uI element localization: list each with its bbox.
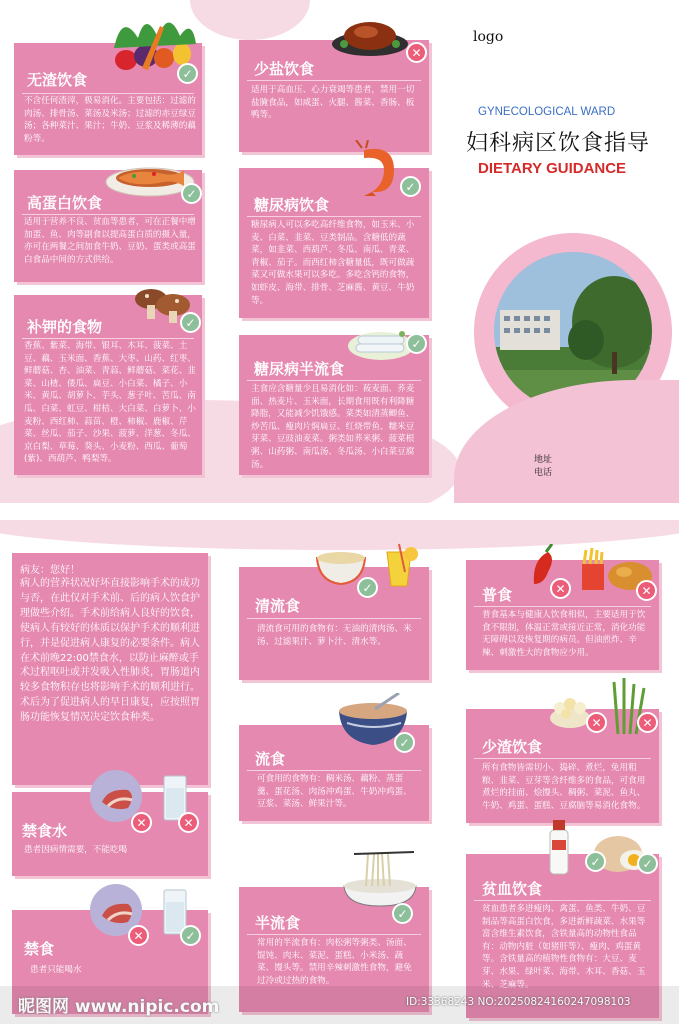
check-icon: ✓ xyxy=(177,63,198,84)
check-icon: ✓ xyxy=(180,925,201,946)
cross-icon: ✕ xyxy=(586,712,607,733)
divider xyxy=(22,93,194,94)
card-title: 病友：您好！ xyxy=(20,565,80,576)
noodles-icon xyxy=(340,850,420,908)
pink-wave-decoration xyxy=(190,0,310,40)
cross-icon: ✕ xyxy=(637,712,658,733)
card-title: 半流食 xyxy=(255,914,301,932)
card-greeting xyxy=(12,553,208,785)
divider xyxy=(474,758,651,759)
card-title: 高蛋白饮食 xyxy=(27,194,103,212)
card-body: 适用于营养不良、贫血等患者，可在正餐中增加蛋、鱼、肉等副食以提高蛋白质的摄入量，亦可在两餐之间加食牛奶、豆奶、蛋类或高蛋白食品中间的方式供给。 xyxy=(24,217,196,265)
card-body: 患者只能喝水 xyxy=(30,965,82,975)
check-icon: ✓ xyxy=(400,176,421,197)
check-icon: ✓ xyxy=(406,333,427,354)
check-icon: ✓ xyxy=(637,853,658,874)
card-body: 可食用的食物有：稠米汤、藕粉、蒸蛋羹、蛋花汤、肉汤冲鸡蛋、牛奶冲鸡蛋、豆浆、菜汤、鲜果汁等。 xyxy=(257,774,412,810)
card-body: 普食基本与健康人饮食相似，主要适用于饮食不限制，体温正常或接近正常，消化功能无障碍以及恢复期的病员。但油煎炸、辛辣、刺激性大的食物应少用。 xyxy=(482,610,646,658)
cross-icon: ✕ xyxy=(178,812,199,833)
card-body: 香蕉、紫菜、海带、银耳、木耳、菠菜、土豆、藕、玉米面、香蕉、大枣、山药、红枣、鲜蘑菇、杏、油菜、青蒜、鲜蘑菇、菜花、韭菜、山楂、倭瓜、扁豆、小白菜、橘子、小米、黄瓜、胡萝卜、芋头、葱子叶、苦瓜、南瓜、白菜、虹豆、柑桔、大白菜、白萝卜、小麦粉、西红柿、蒜苗、橙、柿椒、鹿椒、芹菜、丝瓜、茄子、沙果、菠萝、洋葱、冬瓜、京白梨、草莓、葵头、小麦粉、西瓜、葡萄(紫)、西葫芦、鸭梨等。 xyxy=(24,341,196,465)
ward-subtitle: GYNECOLOGICAL WARD xyxy=(478,106,616,118)
divider xyxy=(247,80,421,81)
check-icon: ✓ xyxy=(180,312,201,333)
card-title: 禁食水 xyxy=(22,822,68,840)
card-title: 禁食 xyxy=(24,940,55,958)
check-icon: ✓ xyxy=(392,903,413,924)
cross-icon: ✕ xyxy=(406,42,427,63)
card-body: 贫血患者多进瘦肉、禽蛋、鱼类、牛奶、豆制品等高蛋白饮食，多进新鲜蔬菜、水果等富含维生素饮食，含铁量高的动物性食品有：动物内脏（如猪肝等）、瘦肉、鸡蛋黄等。含铁量高的植物性食物有：大豆、麦芽、水果、绿叶菜、海带、木耳、香菇、玉米、芝麻等。 xyxy=(482,904,646,990)
cross-icon: ✕ xyxy=(636,580,657,601)
cross-icon: ✕ xyxy=(128,925,149,946)
card-title: 补钾的食物 xyxy=(27,318,103,336)
pink-arc-decoration xyxy=(454,380,679,503)
brochure-outer-side xyxy=(0,0,679,503)
card-title: 少盐饮食 xyxy=(254,60,315,78)
divider xyxy=(22,338,194,339)
roast-duck-icon xyxy=(330,14,410,58)
divider xyxy=(247,934,421,935)
check-icon: ✓ xyxy=(181,183,202,204)
divider xyxy=(247,380,421,381)
watermark-id: ID:33368243 NO:20250824160247098103 xyxy=(406,996,631,1008)
watermark-site: 昵图网 www.nipic.com xyxy=(18,997,220,1017)
card-body: 主食应含糖量少且易消化如：莜麦面、荞麦面、热麦片、玉米面，长期食用既有利降糖降脂，又能减少饥饿感。菜类如清蒸鲫鱼、炒苦瓜、瘦肉片焖扁豆、红烧带鱼、糯米豆芽菜、豆豉油麦菜。粥类如荞米粥、菠菜根粥、山药粥、南瓜汤、冬瓜汤、小白菜豆腐汤。 xyxy=(251,384,415,470)
divider xyxy=(474,900,651,901)
divider xyxy=(247,216,421,217)
card-title: 贫血饮食 xyxy=(482,880,543,898)
card-title: 糖尿病饮食 xyxy=(254,196,330,214)
divider xyxy=(22,214,194,215)
divider xyxy=(474,606,651,607)
divider xyxy=(247,770,421,771)
divider xyxy=(247,618,421,619)
shrimp-icon xyxy=(354,140,402,198)
card-title: 无渣饮食 xyxy=(27,71,88,89)
card-body: 清流食可用的食物有：无油的清肉汤、米汤、过滤果汁、萝卜汁、清水等。 xyxy=(257,624,412,647)
card-body: 常用的半流食有：肉松粥等粥类、汤面、馄饨、肉末、菜泥、蛋糕、小米汤、蔬菜、馒头等。禁用辛辣刺激性食物，避免过冷或过热的食物。 xyxy=(257,938,412,986)
card-title: 少渣饮食 xyxy=(482,738,543,756)
page-title: 妇科病区饮食指导 xyxy=(466,131,651,156)
logo: logo xyxy=(473,29,504,45)
card-body: 病人的营养状况好坏直接影响手术的成功与否，在此仅对手术前、后的病人饮食护理做些介绍。手术前给病人良好的饮食，使病人有较好的体质以保护手术的顺利进行，并是促进病人康复的必要条件。病人在术前晚22:00禁食水，以防止麻醉或手术过程呕吐或并发吸入性肺炎，胃肠道内较多食物积存也将影响手术的顺利进行。术后为了促进病人的早日康复，应按照胃肠功能恢复情况决定饮食种类。 xyxy=(20,578,200,724)
check-icon: ✓ xyxy=(394,732,415,753)
card-body: 所有食物皆需切小、捣碎、煮烂，免用粗粮、韭菜、豆芽等含纤维多的食品，可食用煮烂的挂面、烩馒头、稠粥、菜泥、鱼丸、牛奶、鸡蛋、蛋糕、豆腐脑等易消化食物。 xyxy=(482,763,646,811)
cross-icon: ✕ xyxy=(550,578,571,599)
card-body: 患者因病情需要，不能吃喝 xyxy=(24,845,128,855)
page-title-en: DIETARY GUIDANCE xyxy=(478,160,627,177)
check-icon: ✓ xyxy=(585,851,606,872)
card-body: 糖尿病人可以多吃高纤维食物，如玉米、小麦、白菜、韭菜、豆类制品。含糖低的蔬菜，如韭菜、西葫芦、冬瓜、南瓜、青菜、青椒、茄子。而西红柿含糖量低，既可做蔬菜又可做水果可以多吃。多吃含钙的食物，如虾皮、海带、排骨、芝麻酱、黄豆、牛奶等。 xyxy=(251,220,415,306)
address-label: 地址 xyxy=(534,455,553,465)
check-icon: ✓ xyxy=(357,577,378,598)
card-title: 流食 xyxy=(255,750,286,768)
card-body: 不含任何渣滓，极易消化。主要包括：过滤的肉汤、排骨汤、菜汤及米汤；过滤的赤豆绿豆汤；各种菜汁、果汁；牛奶、豆浆及稀薄的藕粉等。 xyxy=(24,96,196,144)
card-title: 普食 xyxy=(482,586,513,604)
card-title: 糖尿病半流食 xyxy=(254,360,345,378)
cross-icon: ✕ xyxy=(131,812,152,833)
card-title: 清流食 xyxy=(255,597,301,615)
brochure-inner-side xyxy=(0,520,679,1024)
card-body: 适用于高血压、心力衰竭等患者，禁用一切盐腌食品，如咸蛋、火腿、酱菜、香肠、板鸭等。 xyxy=(251,85,415,121)
phone-label: 电话 xyxy=(534,468,553,478)
